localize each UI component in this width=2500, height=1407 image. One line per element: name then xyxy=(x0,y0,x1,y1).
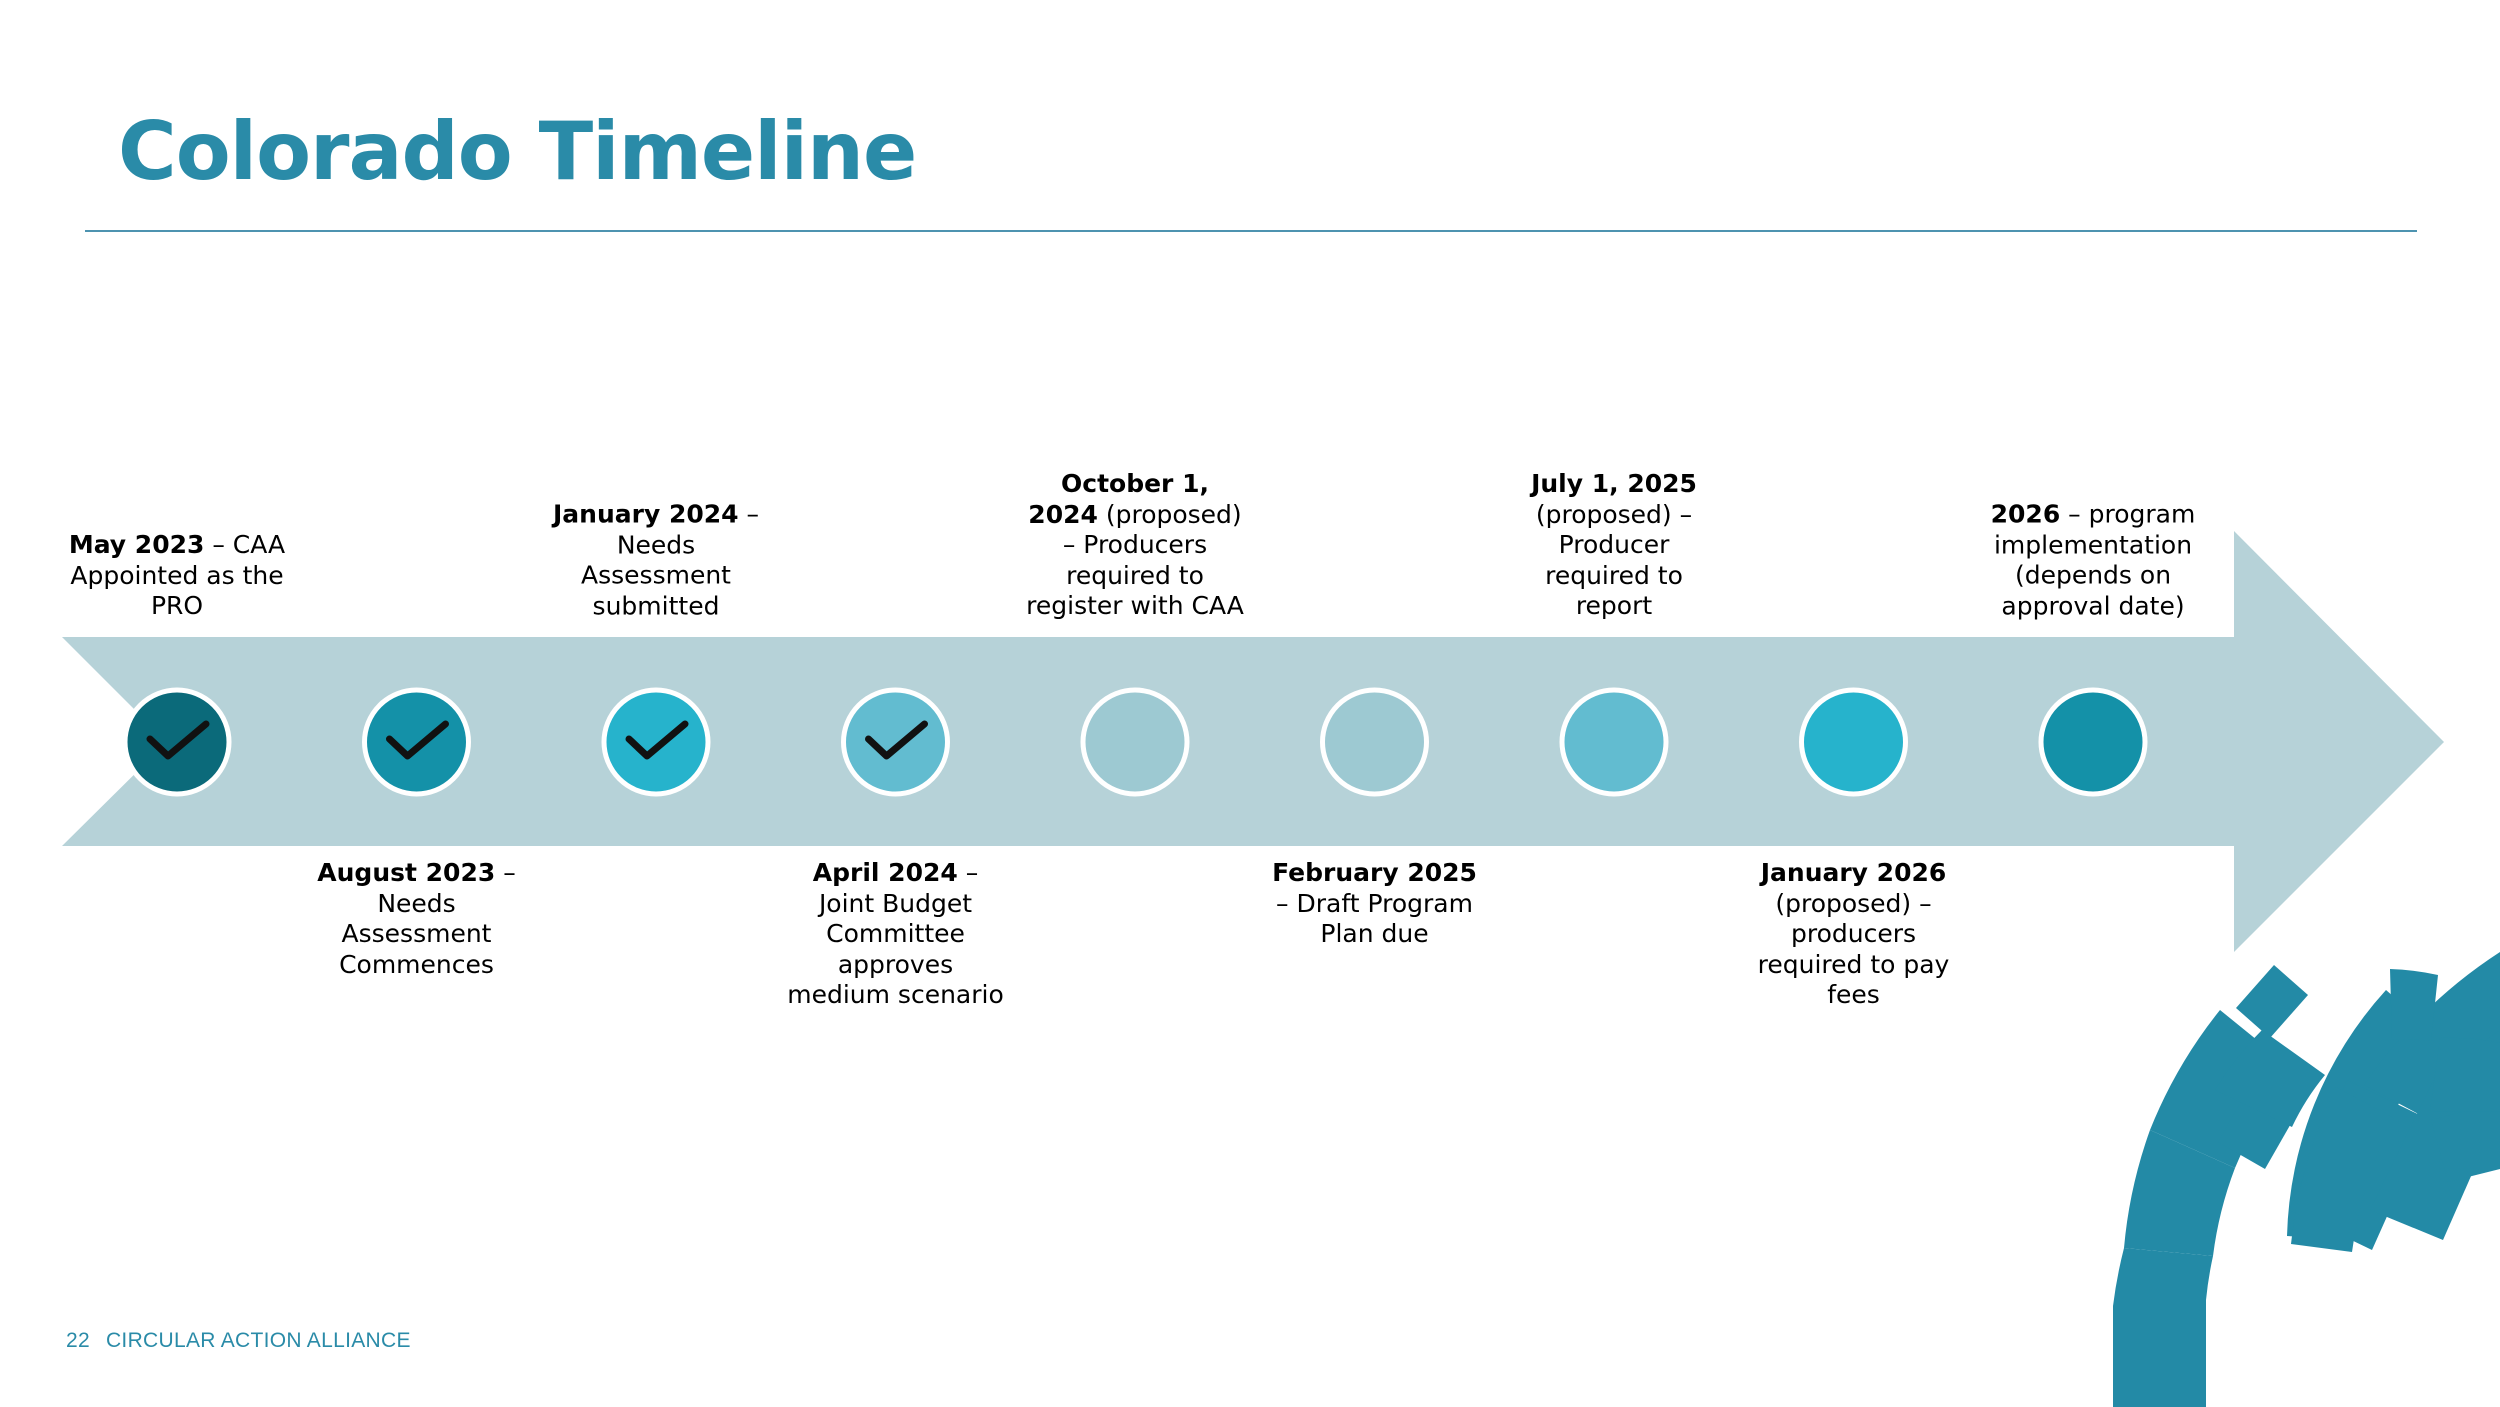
milestone-date: May 2023 xyxy=(68,530,205,560)
milestone-date: July 1, 2025 xyxy=(1531,469,1697,499)
milestone-separator: – xyxy=(2060,499,2081,529)
milestone-date: February 2025 xyxy=(1272,858,1477,887)
page-title: Colorado Timeline xyxy=(118,105,917,198)
milestone-separator: – xyxy=(957,858,979,887)
milestone-description: Needs Assessment Commences xyxy=(339,888,494,979)
milestone-date: April 2024 xyxy=(812,858,958,887)
milestone-description: program implementation (depends on approval date) xyxy=(1993,499,2196,621)
page-number: 22 xyxy=(66,1329,90,1352)
milestone-date: 2026 xyxy=(1990,499,2061,529)
milestone-description: (proposed) – Producer required to report xyxy=(1535,499,1693,621)
milestone-description: Joint Budget Committee approves medium scenario xyxy=(787,888,1004,1010)
milestone-description: – Draft Program Plan due xyxy=(1276,888,1473,949)
organization-name: CIRCULAR ACTION ALLIANCE xyxy=(105,1329,411,1352)
footer xyxy=(66,1329,411,1353)
milestone-date: January 2026 xyxy=(1760,858,1947,887)
milestone-separator: – xyxy=(738,499,759,529)
milestone-description: CAA Appointed as the PRO xyxy=(70,530,286,621)
milestone-description: (proposed) – producers required to pay fees xyxy=(1757,888,1950,1010)
milestone-description: (proposed) – Producers required to register with CAA xyxy=(1026,499,1244,621)
milestone-date: October 1, 2024 xyxy=(1028,469,1209,529)
milestone-separator: – xyxy=(495,858,516,887)
milestone-date: January 2024 xyxy=(553,499,739,529)
milestone-description: Needs Assessment submitted xyxy=(581,530,731,621)
milestone-date: August 2023 xyxy=(317,858,496,887)
milestone-separator: – xyxy=(204,530,225,560)
